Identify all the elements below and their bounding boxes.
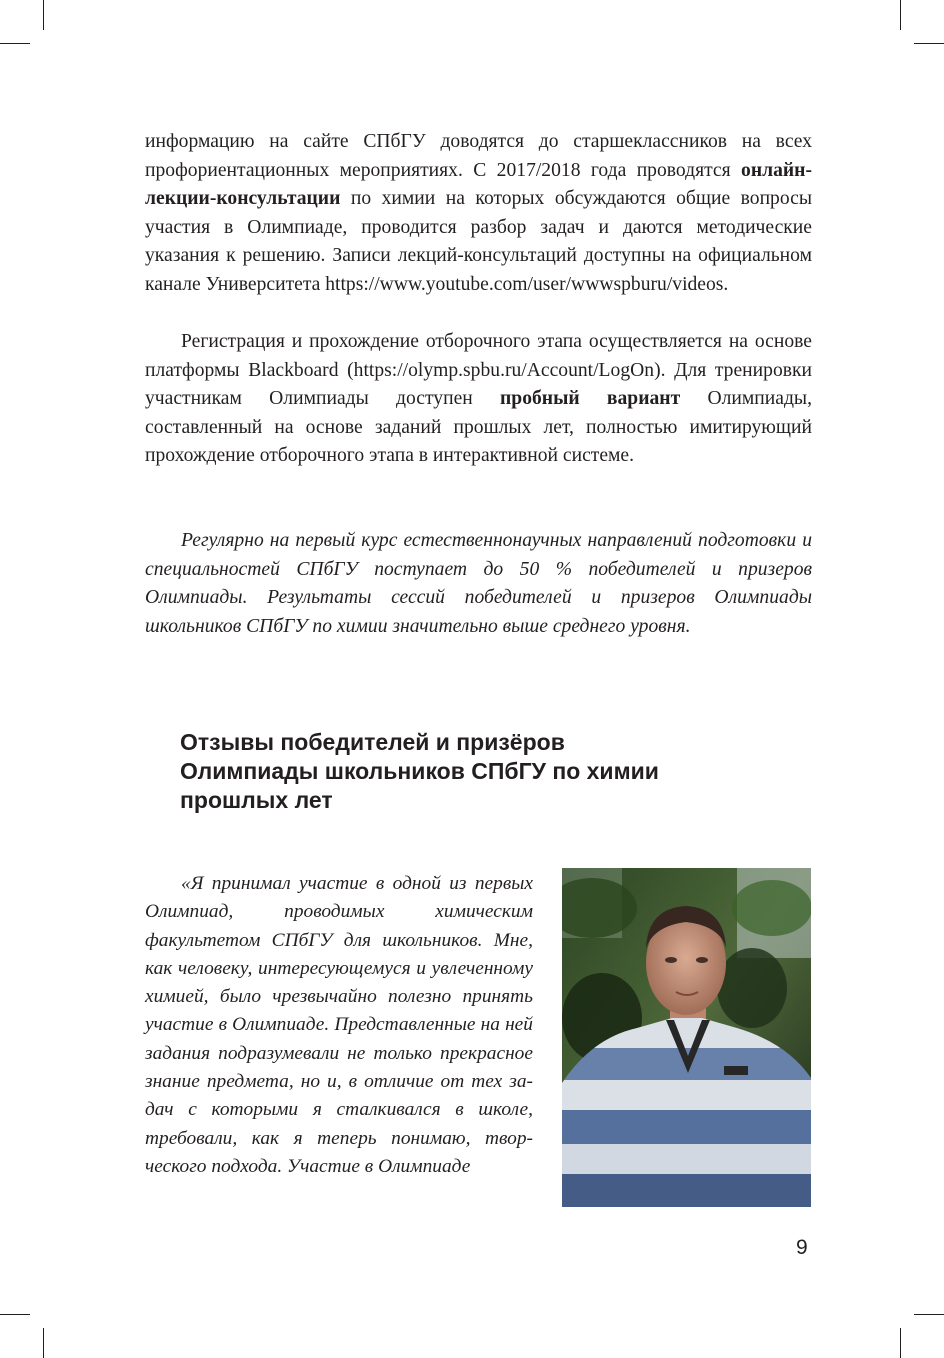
crop-mark-top-right-v [900, 0, 901, 30]
body-paragraph-1 [145, 128, 812, 300]
paragraph-1-text-a: информацию на сайте СПбГУ доводятся до старшеклассников на всех профориентационных мероприятиях. С 2017/2018 года проводятся [145, 131, 812, 181]
paragraph-2-bold: пробный вариант [500, 388, 681, 410]
crop-mark-bottom-right-v [900, 1328, 901, 1358]
heading-line-2: Олимпиады школьников СПбГУ по химии [180, 758, 659, 784]
section-heading [180, 728, 780, 815]
paragraph-2-text-a: Регистрация и прохождение отборочного этапа осуществляется на основе платформы Blackboard (https://olymp.spbu.ru/Account/​LogOn). Для тренировки участникам Олимпиады доступен [145, 331, 812, 410]
heading-line-3: прошлых лет [180, 787, 333, 813]
paragraph-1-bold: онлайн-лекции-консультации [145, 159, 812, 210]
crop-mark-bottom-right-h [914, 1314, 944, 1315]
crop-mark-top-left-v [43, 0, 44, 30]
crop-mark-top-right-h [914, 43, 944, 44]
page-number: 9 [796, 1236, 808, 1259]
body-paragraph-2 [145, 328, 812, 471]
crop-mark-bottom-left-h [0, 1314, 30, 1315]
paragraph-1-text-b: по химии на которых обсуждаются общие вопросы участия в Олимпиаде, проводится разбор задач и даются методические указания к решению. Записи лекций-консультаций доступны на официальном канале Университета https://www.​youtube.com/user/wwwspburu/videos. [145, 188, 812, 295]
heading-line-1: Отзывы победителей и призёров [180, 729, 565, 755]
crop-mark-top-left-h [0, 43, 30, 44]
paragraph-2-text-b: Олимпиады, составленный на основе заданий прошлых лет, полностью имитирующий прохождение отборочного этапа в интерактивной системе. [145, 388, 812, 467]
italic-paragraph: Регулярно на первый курс естественнонаучных направлений подготовки и специальностей СПбГУ поступает до 50 % победителей и призеров Олимпиады. Результаты сессий победителей и призеров Олимпиады школьников СПбГУ по химии значительно выше среднего уровня. [145, 530, 812, 637]
testimonial-quote: «Я принимал участие в одной из первых Олимпиад, проводимых химическим факультетом СПбГУ для школьников. Мне, как человеку, интересующемуся и увлеченному химией, было чрезвычайно полезно принять участие в Олимпиаде. Представленные на ней задания подразумевали не только прекрасное знание предмета, но и, в отличие от тех задач с которыми я сталкивался в школе, требовали, как я теперь понимаю, творческого подхода. Участие в Олимпиаде [145, 873, 533, 1177]
crop-mark-bottom-left-v [43, 1328, 44, 1358]
student-photo [562, 868, 811, 1207]
